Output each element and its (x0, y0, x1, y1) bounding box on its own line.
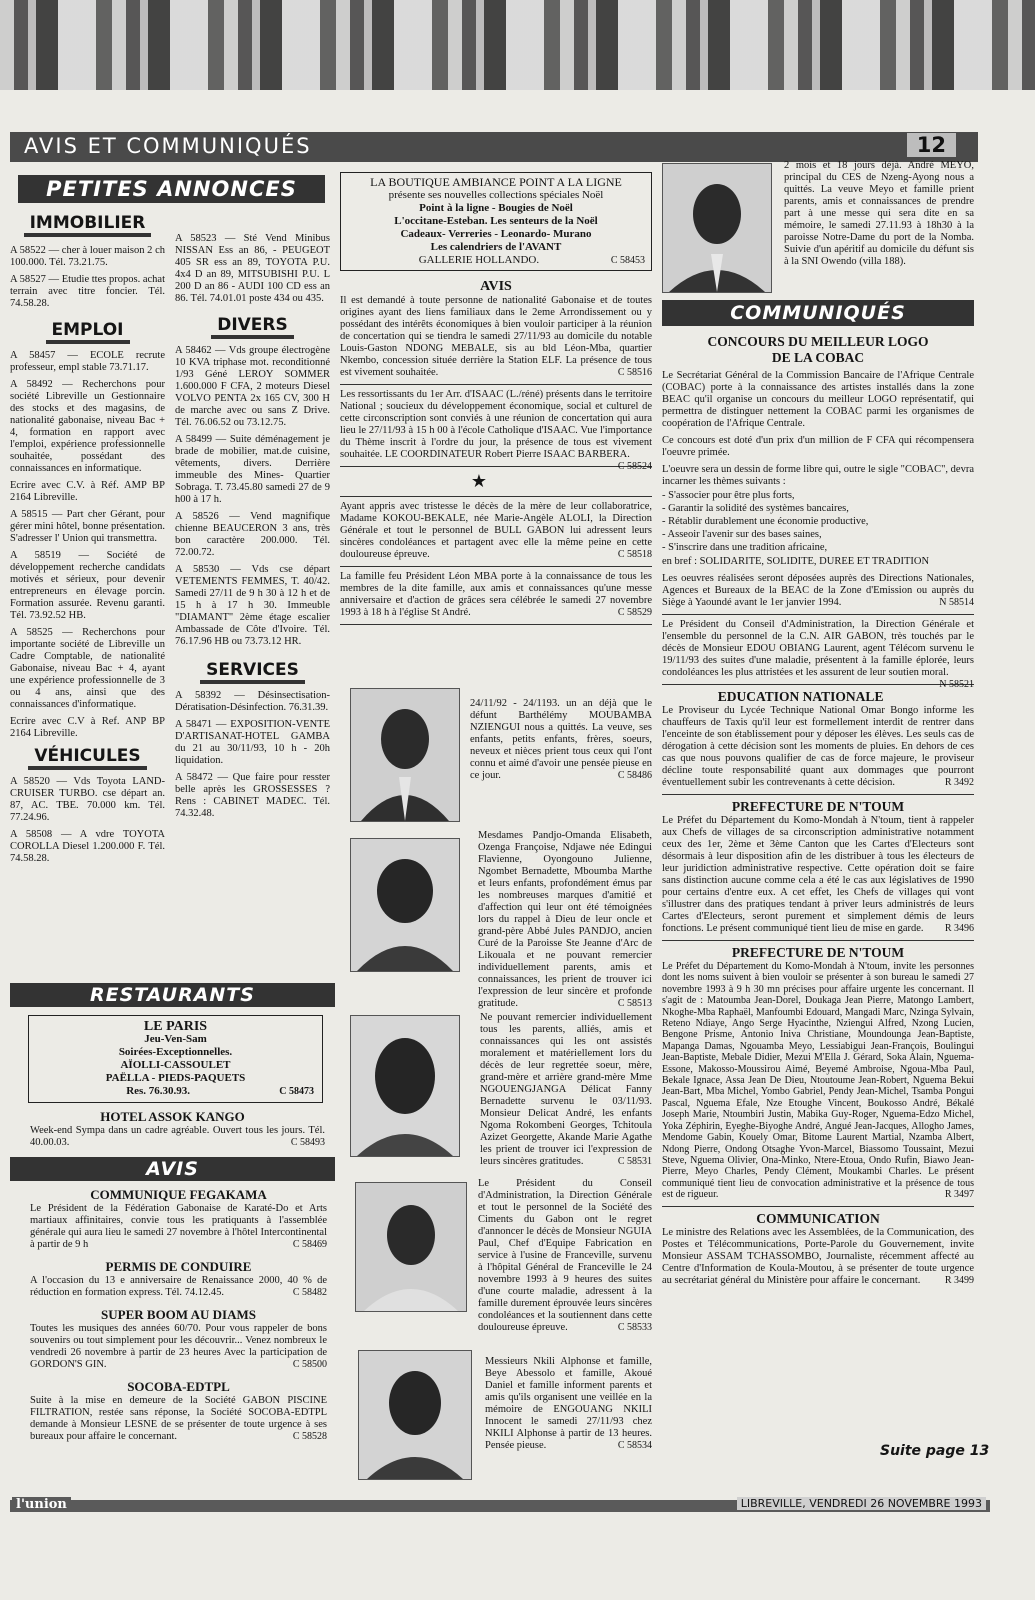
ad-58457: A 58457 — ECOLE recrute professeur, empl stable 73.71.17. (10, 350, 165, 373)
scan-top-stripes (0, 0, 1035, 92)
divider (340, 624, 652, 625)
portrait-photo-moubamba (350, 688, 460, 822)
portrait-photo-ngouengjanga (350, 1015, 460, 1157)
ad-58519: A 58519 — Société de développement recherche candidats motivés et sérieux, pour devenir entrepreneurs en élevage porcin. Formation assurée. Revenu garanti. Tél. 73.92.52 HB. (10, 550, 165, 621)
socoba-title: SOCOBA-EDTPL (127, 1379, 230, 1394)
ad-58508: A 58508 — A vdre TOYOTA COROLLA Diesel 1.200.000 F. Tél. 74.58.28. (10, 829, 165, 864)
boutique-line: LA BOUTIQUE AMBIANCE POINT A LA LIGNE (370, 175, 622, 189)
prefecture-ntoum-title-1: PREFECTURE DE N'TOUM (731, 799, 905, 814)
section-header (10, 132, 978, 162)
notice-pandjo-text: Mesdames Pandjo-Omanda Elisabeth, Ozenga Françoise, Ndjawe née Edingui Flavienne, Oyongouno Julienne, Ngombet Bernadette, Mboumba Marthe et leurs enfants, profondément émus par les nombreuses marques d'amitié et d'affection qui leur ont été témoignées lors du rappel à Dieu de leur oncle et grand-père Abbé Jules PANDJO, ancien Curé de la Paroisse Ste Jeanne d'Arc de Likouala et ne pouvant remercier individuellement parents, amis et connaissances, les prient de trouver ici l'expression de leur sincère et profonde gratitude. C 58513 (478, 830, 652, 1009)
education-ref: R 3492 (944, 777, 974, 788)
deces-bull-gabon: Ayant appris avec tristesse le décès de la mère de leur collaboratrice, Madame KOKOU-BEKALE, née Marie-Angèle ALOLI, la Direction Générale et tout le personnel de BULL GABON lui adressent leurs sincères condoléances et partagent avec elle la même peine en cette douloureuse épreuve. C 58518 (340, 501, 652, 560)
permis-title: PERMIS DE CONDUIRE (105, 1259, 252, 1274)
cobac-theme: - Garantir la solidité des systèmes bancaires, (662, 503, 849, 514)
boutique-ref: C 58453 (610, 255, 645, 266)
divider (662, 684, 974, 685)
ad-58515: A 58515 — Part cher Gérant, pour gérer mini hôtel, bonne présentation. S'adresser l' Union qui transmettra. (10, 509, 165, 544)
notice-engouang-ref: C 58534 (617, 1440, 652, 1451)
ads-right-sub (175, 233, 330, 825)
avis-isaac: Les ressortissants du 1er Arr. d'ISAAC (L./réné) présents dans le territoire National ; soucieux du développement économique, social et culturel de cette circonscription sont conviés à une réunion de concertation qui aura lieu le 27/11/93 à 15 h 00 à l'école Catholique d'ISAAC. Vue l'importance du Thème inscrit à l'ordre du jour, la présence de tous est vivement souhaitée. LE COORDINATEUR Robert Pierre ISAAC BARBERA. C 58524 (340, 389, 652, 472)
boutique-line: Point à la ligne - Bougies de Noël (419, 202, 573, 214)
avis-middle-title: AVIS (480, 279, 512, 294)
ad-58530: A 58530 — Vds cse départ VETEMENTS FEMMES, T. 40/42. Samedi 27/11 de 9 h 30 à 12 h et de 15 h à 17 h 30. Immeuble "DIAMANT" 2ème étage escalier Ambassade de Côte d'Ivoire. Tél. 76.17.96 HB ou 73.73.12 HR. (175, 564, 330, 647)
divider (340, 496, 652, 497)
ad-58471: A 58471 — EXPOSITION-VENTE D'ARTISANAT-HOTEL GAMBA du 21 au 30/11/93, 10 h - 20h liquidation. (175, 719, 330, 766)
notice-ngouengjanga-text: Ne pouvant remercier individuellement tous les parents, alliés, amis et connaissances qui les ont assistés moralement et matériellement lors du décès de leur regrettée soeur, mère, grand-mère et arrière grand-mère Mme NGOUENGJANGA Délicat Fanny Bernadette survenu le 03/11/93. Monsieur Delicat André, les enfants Ngoma Rokombeni Georges, Tchitoula Azizet Georgette, Akande Marie Agathe les prient de trouver ici l'expression de leurs sincères gratitudes. C 58531 (480, 1012, 652, 1167)
divider (340, 466, 652, 467)
portrait-photo-meyo (662, 163, 772, 293)
prefecture-ntoum-text-1: Le Préfet du Département du Komo-Mondah à N'toum, tient à rappeler aux Chefs de villages de sa circonscription administrative notamment ceux des 1er, 2ème et 3ème Canton que les Cartes d'Electeurs sont désormais à leur disposition afin de les distribuer à tous les électeurs de leur juridiction administrative respective. Cette opération doit se faire sans distinction aucune comme cela a été le cas aux législatives de 1990 pour certains d'entre eux. A cet effet, les Chefs de villages qui vont s'illustrer dans des pratiques tendant à priver leurs administrés de leurs Cartes d'Electeurs, seront purement et simplement démis de leurs fonctions. Le présent communiqué tient lieu de mise en garde. R 3496 (662, 815, 974, 934)
cobac-theme: - Asseoir l'avenir sur des bases saines, (662, 529, 822, 540)
star-icon: ★ (470, 471, 487, 491)
permis-ref: C 58482 (292, 1287, 327, 1298)
hotel-assok-text: Week-end Sympa dans un cadre agréable. Ouvert tous les jours. Tél. 40.00.03. C 58493 (30, 1125, 325, 1148)
super-boom-text: Toutes les musiques des années 60/70. Pour vous rappeler de bons souvenirs ou tout simplement pour les découvrir... Venez nombreux le vendredi 26 novembre à partir de 23 heures Avec la participation de GORDON'S GIN. C 58500 (30, 1323, 327, 1370)
section-title: AVIS ET COMMUNIQUÉS (24, 134, 312, 158)
le-paris-line: Soirées-Exceptionnelles. (118, 1046, 233, 1058)
boutique-footer (347, 254, 645, 267)
cobac-theme: - Rétablir durablement une économie productive, (662, 516, 869, 527)
ad-58526: A 58526 — Vend magnifique chienne BEAUCERON 3 ans, très bon caractère 200.000. Tél. 72.00.72. (175, 511, 330, 558)
vehicules-heading: VÉHICULES (10, 746, 165, 770)
ad-58527: A 58527 — Etudie ttes propos. achat terrain avec titre foncier. Tél. 74.58.28. (10, 274, 165, 309)
le-paris-line: AÏOLLI-CASSOULET (120, 1059, 231, 1071)
notice-moubamba-text: 24/11/92 - 24/1193. un an déjà que le défunt Barthélémy MOUBAMBA NZIENGUI nous a quittés. La veuve, ses enfants, petits enfants, frères, soeurs, neveux et nièces prient tous ceux qui l'ont connu et aimé d'avoir une pensée pieuse en ce jour. C 58486 (470, 698, 652, 781)
communiques-banner: COMMUNIQUÉS (662, 300, 974, 326)
deces-bull-ref: C 58518 (617, 549, 652, 560)
hotel-assok-title: HOTEL ASSOK KANGO (100, 1109, 245, 1124)
le-paris-name: LE PARIS (143, 1019, 208, 1034)
left-column (10, 175, 335, 1448)
ad-58525-contact: Ecrire avec C.V à Ref. ANP BP 2164 Libreville. (10, 716, 165, 739)
divider (662, 1206, 974, 1207)
ad-58520: A 58520 — Vds Toyota LAND-CRUISER TURBO. cse départ an. 87, AC. TBE. 70.000 km. Tél. 77.24.96. (10, 776, 165, 823)
communication-title: COMMUNICATION (756, 1210, 880, 1226)
permis-text: A l'occasion du 13 e anniversaire de Renaissance 2000, 40 % de réduction en formation express. Tél. 74.12.45. C 58482 (30, 1275, 327, 1298)
ad-58523: A 58523 — Sté Vend Minibus NISSAN Ess an 86, - PEUGEOT 405 SR ess an 89, TOYOTA P.U. 4x4 D an 89, MITSUBISHI P.U. L 200 D an 86 - AUDI 100 CD ess an 86. Tél. 74.01.01 poste 434 ou 435. (175, 233, 330, 304)
petites-annonces-banner: PETITES ANNONCES (18, 175, 325, 203)
cobac-ref: N 58514 (939, 597, 974, 608)
cobac-deposit: Les oeuvres réalisées seront déposées auprès des Directions Nationales, Agences et Bureaux de la BEAC de la Zone d'Emission ou auprès du Siège à Yaoundé avant le 1er janvier 1994. N 58514 (662, 573, 974, 608)
ads-left-sub (10, 213, 165, 870)
notice-engouang (485, 1356, 652, 1457)
avis-ndong: Il est demandé à toute personne de nationalité Gabonaise et de toutes origines ayant des liens familiaux dans le 2eme Arrondissement ou y possédant des intérêts économiques à bien vouloir participer à la réunion de concertation qui se tiendra le samedi 27/11/93 au domicile du notable Louis-Gaston NDONG MEBALE, sis au bld Léon-Mba, quartier Nkembo, concession située derrière la Station ELF. La présence de tous est vivement souhaitée. C 58516 (340, 295, 652, 378)
ad-58522: A 58522 — cher à louer maison 2 ch 100.000. Tél. 73.21.75. (10, 245, 165, 268)
notice-moubamba (470, 698, 652, 787)
super-boom-title: SUPER BOOM AU DIAMS (101, 1307, 256, 1322)
avis-left-list (10, 1187, 335, 1443)
middle-column (340, 172, 652, 629)
portrait-photo-engouang (358, 1350, 472, 1480)
services-heading: SERVICES (175, 660, 330, 684)
immobilier-heading: IMMOBILIER (10, 213, 165, 237)
cobac-title: CONCOURS DU MEILLEUR LOGO DE LA COBAC (707, 334, 929, 365)
messe-leon-mba: La famille feu Président Léon MBA porte à la connaissance de tous les membres de la dite famille, aux amis et connaissances qu'une messe anniversaire et d'action de grâces sera célébrée le samedi 27 novembre 1993 à 18 h à l'église St André. C 58529 (340, 571, 652, 618)
notice-nguia-ref: C 58533 (617, 1322, 652, 1333)
socoba-ref: C 58528 (292, 1431, 327, 1442)
prefecture-ntoum-title-2: PREFECTURE DE N'TOUM (731, 945, 905, 960)
avis-banner: AVIS (10, 1157, 335, 1181)
notice-nguia (478, 1178, 652, 1339)
avis-isaac-ref: C 58524 (617, 461, 652, 472)
cobac-para: Le Secrétariat Général de la Commission Bancaire de l'Afrique Centrale (COBAC) porte à la connaissance des artistes installés dans la zone BEAC qu'il organise un concours du meilleur LOGO représentatif, qui permettra de distinguer nettement la COBAC parmi les organismes de coopération de l'Afrique Centrale. (662, 370, 974, 429)
notice-nguia-text: Le Président du Conseil d'Administration, la Direction Générale et tout le personnel de la Société des Ciments du Gabon ont le regret d'annoncer le décès de Monsieur NGUIA Paul, Chef d'Equipe Fabrication en service à l'usine de Franceville, survenu à l'hôpital Général de Franceville le 24 novembre 1993 à 9 heures des suites d'une courte maladie, adressent à la famille durement éprouvée leurs sincères condoléances et la soutiennent dans cette douloureuse épreuve. C 58533 (478, 1178, 652, 1333)
cobac-theme: - S'inscrire dans une tradition africaine, (662, 542, 828, 553)
divers-heading: DIVERS (175, 315, 330, 339)
super-boom-ref: C 58500 (292, 1359, 327, 1370)
le-paris-footer (37, 1085, 314, 1098)
le-paris-phone: Res. 76.30.93. (126, 1085, 191, 1097)
cobac-theme: - S'associer pour être plus forts, (662, 490, 795, 501)
cobac-para: L'oeuvre sera un dessin de forme libre qui, outre le sigle "COBAC", devra incarner les thèmes suivants : (662, 464, 974, 487)
divider (340, 566, 652, 567)
notice-moubamba-ref: C 58486 (617, 770, 652, 781)
boutique-line: L'occitane-Esteban. Les senteurs de la Noël (394, 215, 598, 227)
divider (662, 614, 974, 615)
ad-58492: A 58492 — Recherchons pour société Libreville un Gestionnaire des stocks et des magasins, de nationalité gabonaise, niveau Bac + 4, formation en rapport avec l'emploi, expérience professionnelle souhaitée, possédant des connaissances en informatique. (10, 379, 165, 474)
notice-pandjo (350, 830, 652, 1015)
fegakama-title: COMMUNIQUE FEGAKAMA (90, 1187, 267, 1202)
portrait-photo-nguia (355, 1182, 467, 1312)
notice-meyo (784, 160, 974, 273)
notice-engouang-text: Messieurs Nkili Alphonse et famille, Beye Abessolo et famille, Akoué Daniel et famille informent parents et amis qu'ils organisent une veillée en la mémoire de ENGOUANG NKILI Innocent le samedi 27/11/93 chez NKILI Alphonse à partir de 13 heures. Pensée pieuse. C 58534 (485, 1356, 652, 1451)
education-text: Le Proviseur du Lycée Technique National Omar Bongo informe les chauffeurs de Taxis qu'il leur est formellement interdit de rentrer dans l'enceinte de son établissement pour y déposer les élèves. Les seuls cas de dérogation à cette décision sont les moments de pluies. En dehors de ces cas que nous pouvons qualifier de cas de force majeure, le proviseur décline toute responsabilité quant aux dommages que pourront éventuellement subir les contrevenants à cette décision. R 3492 (662, 705, 974, 788)
fegakama-ref: C 58469 (292, 1239, 327, 1250)
boutique-line: Les calendriers de l'AVANT (430, 241, 562, 253)
divider (662, 940, 974, 941)
messe-leon-mba-ref: C 58529 (617, 607, 652, 618)
le-paris-line: Jeu-Ven-Sam (144, 1033, 207, 1045)
boutique-line: GALLERIE HOLLANDO. (418, 254, 540, 266)
divider (340, 384, 652, 385)
suite-page-link[interactable]: Suite page 13 (880, 1443, 990, 1459)
boutique-line: Cadeaux- Verreries - Leonardo- Murano (400, 228, 592, 240)
cobac-summary: en bref : SOLIDARITE, SOLIDITE, DUREE ET TRADITION (662, 556, 930, 567)
boutique-line: présente ses nouvelles collections spéciales Noël (388, 189, 604, 201)
air-gabon-ref: N 58521 (939, 679, 974, 690)
issue-date: LIBREVILLE, VENDREDI 26 NOVEMBRE 1993 (737, 1497, 986, 1510)
prefecture-ref-2: R 3497 (944, 1189, 974, 1201)
communication-text: Le ministre des Relations avec les Assemblées, de la Communication, des Postes et Télécommunications, Porte-Parole du Gouvernement, invite Monsieur ASSAM TCHASSOMBO, Journaliste, récemment affecté au Centre d'Information de Koula-Moutou, à se présenter de toute urgence au secrétariat général du Ministère pour affaire le concernant. R 3499 (662, 1226, 974, 1286)
ad-58492-contact: Ecrire avec C.V. à Réf. AMP BP 2164 Libreville. (10, 480, 165, 503)
cobac-para: Ce concours est doté d'un prix d'un million de F CFA qui récompensera l'oeuvre primée. (662, 435, 974, 458)
newspaper-brand: l'union (12, 1497, 71, 1512)
divider (662, 794, 974, 795)
avis-ndong-ref: C 58516 (617, 367, 652, 378)
prefecture-ntoum-text-2: Le Préfet du Département du Komo-Mondah à N'toum, invite les personnes dont les noms suivent à bien vouloir se présenter à son bureau le samedi 27 novembre 1993 à 9 h 30 mn précises pour affaire urgente les concernant. Il s'agit de : Matoumba Jean-Dorel, Doukaga Jean Pierre, Matongo Lambert, Nkoghe-Mba Raphaël, Manfoumbi Edouard, Mangadi Marc, Nzinga Sylvain, Reteno Ndiaye, Ango Serge Hyacinthe, Nziengui Alfred, Nzong Lucien, Bengone Prisme, Antonio Iniva Christiane, Moundounga Jean-Baptiste, Mapanga Damas, Ngouamba Meyo, Lessiabigui Jean-François, Boulingui Jean-Baptiste, Mebale Didier, Mezui M'Ella J. Gérard, Soka Alain, Nguema-Essone, Makosso-Moussirou Aimé, Beyemé Ambroise, Ngoua-Mba Paul, Bekale Ignace, Assa Jean De Dieu, Ntoutoume Jean-Robert, Nguema Bekui Jean-Bart, Mba Michel, Yombo Gabriel, Pendy Jean-Michel, Tsamba Pongui Pascal, Nguema Efale, Nze Etoughe Vincent, Boukosso André, Békalé Joseph Marie, Ntoumbiri Justin, Mabika Guy-Roger, Nguema-Edzo Michel, Yoka Zéphirin, Eyeghe-Biyoghe André, Angué Jean-Jacques, Allogho James, Mendome Gabin, Kouely Omar, Bitome Laurent Martial, Nzamba Albert, Ndong Pierre, Ondong Otsaghe Yvon-Marcel, Biassomo Toussaint, Mezui Steve, Nguema Olivier, Ona-Minko, Ntere-Etoua, Ondo Rufin, Biawo Jean-Pierre, Meyo Charles, Pendy Clément, Moukambi Charles. Le présent communiqué tient lieu de convocation administrative et la présence de tous est de rigueur. R 3497 (662, 961, 974, 1201)
notice-ngouengjanga (480, 1012, 652, 1173)
notice-ngouengjanga-ref: C 58531 (617, 1156, 652, 1167)
restaurants-banner: RESTAURANTS (10, 983, 335, 1007)
boutique-box (340, 172, 652, 271)
le-paris-line: PAËLLA - PIEDS-PAQUETS (105, 1072, 246, 1084)
emploi-heading: EMPLOI (10, 320, 165, 344)
le-paris-box (28, 1015, 323, 1103)
air-gabon-text: Le Président du Conseil d'Administration, la Direction Générale et l'ensemble du personnel de la C.N. AIR GABON, très touchés par le décès de Monsieur EDOU OBIANG Laurent, agent Télécom survenu le 19/11/93 des suites d'une maladie, présentent à la famille éplorée, leurs condoléances les plus attristées et les assurent de leur soutien moral. N 58521 (662, 619, 974, 690)
hotel-assok-ref: C 58493 (290, 1137, 325, 1148)
ad-58392: A 58392 — Désinsectisation-Dératisation-Désinfection. 76.31.39. (175, 690, 330, 713)
ad-58472: A 58472 — Que faire pour resster belle après les GROSSESSES ? Rens : CABINET MADEC. Tél. 74.32.48. (175, 772, 330, 819)
notice-pandjo-ref: C 58513 (617, 998, 652, 1009)
le-paris-ref: C 58473 (279, 1086, 314, 1097)
communication-ref: R 3499 (944, 1274, 974, 1286)
right-column (662, 300, 974, 1292)
ad-58462: A 58462 — Vds groupe électrogène 10 KVA triphase mot. reconditionné 1/93 Géné LEROY SOMMER 1.600.000 F CFA, 2 moteurs Diesel VOLVO PENTA 2x 165 CV, 300 H de marche avec ou sans Z Drive. Tél. 76.06.52 ou 73.12.75. (175, 345, 330, 428)
prefecture-ref-1: R 3496 (944, 923, 974, 934)
ad-58525: A 58525 — Recherchons pour importante société de Libreville un Cadre Comptable, de nationalité Gabonaise, niveau Bac + 4, ayant une expérience professionnelle de 3 ou 4 ans, ainsi que des connaissances d'informatique. (10, 627, 165, 710)
ad-58499: A 58499 — Suite déménagement je brade de mobilier, mat.de cuisine, vêtements, divers. Derrière immeuble des Mines- Quartier Sobraga. T. 73.45.80 samedi 27 de 9 h00 à 17 h. (175, 434, 330, 505)
page-number: 12 (907, 133, 956, 157)
page-footer (10, 1497, 990, 1512)
fegakama-text: Le Président de la Fédération Gabonaise de Karaté-Do et Arts martiaux affinitaires, convie tous les pratiquants à l'assemblée générale qui aura lieu le samedi 27 novembre à l'hôtel Intercontinental à partir de 9 h C 58469 (30, 1203, 327, 1250)
education-title: EDUCATION NATIONALE (717, 689, 884, 704)
socoba-text: Suite à la mise en demeure de la Société GABON PISCINE FILTRATION, restée sans réponse, la Société SOCOBA-EDTPL demande à Monsieur LESNE de se présenter de toute urgence à ses bureaux pour affaire le concernant. C 58528 (30, 1395, 327, 1442)
notice-meyo-text: 2 mois et 18 jours déjà. André MEYO, principal du CES de Nzeng-Ayong nous a quittés. La veuve Meyo et famille prient parents, amis et connaissances de prendre part à une messe qui sera dite en sa mémoire, le samedi 27.11.93 à 18h30 à la paroisse Notre-Dame du port de la Nomba. Suivie d'un apéritif au domicile du défunt sis à la SNI Owendo (villa 188). (784, 160, 974, 267)
